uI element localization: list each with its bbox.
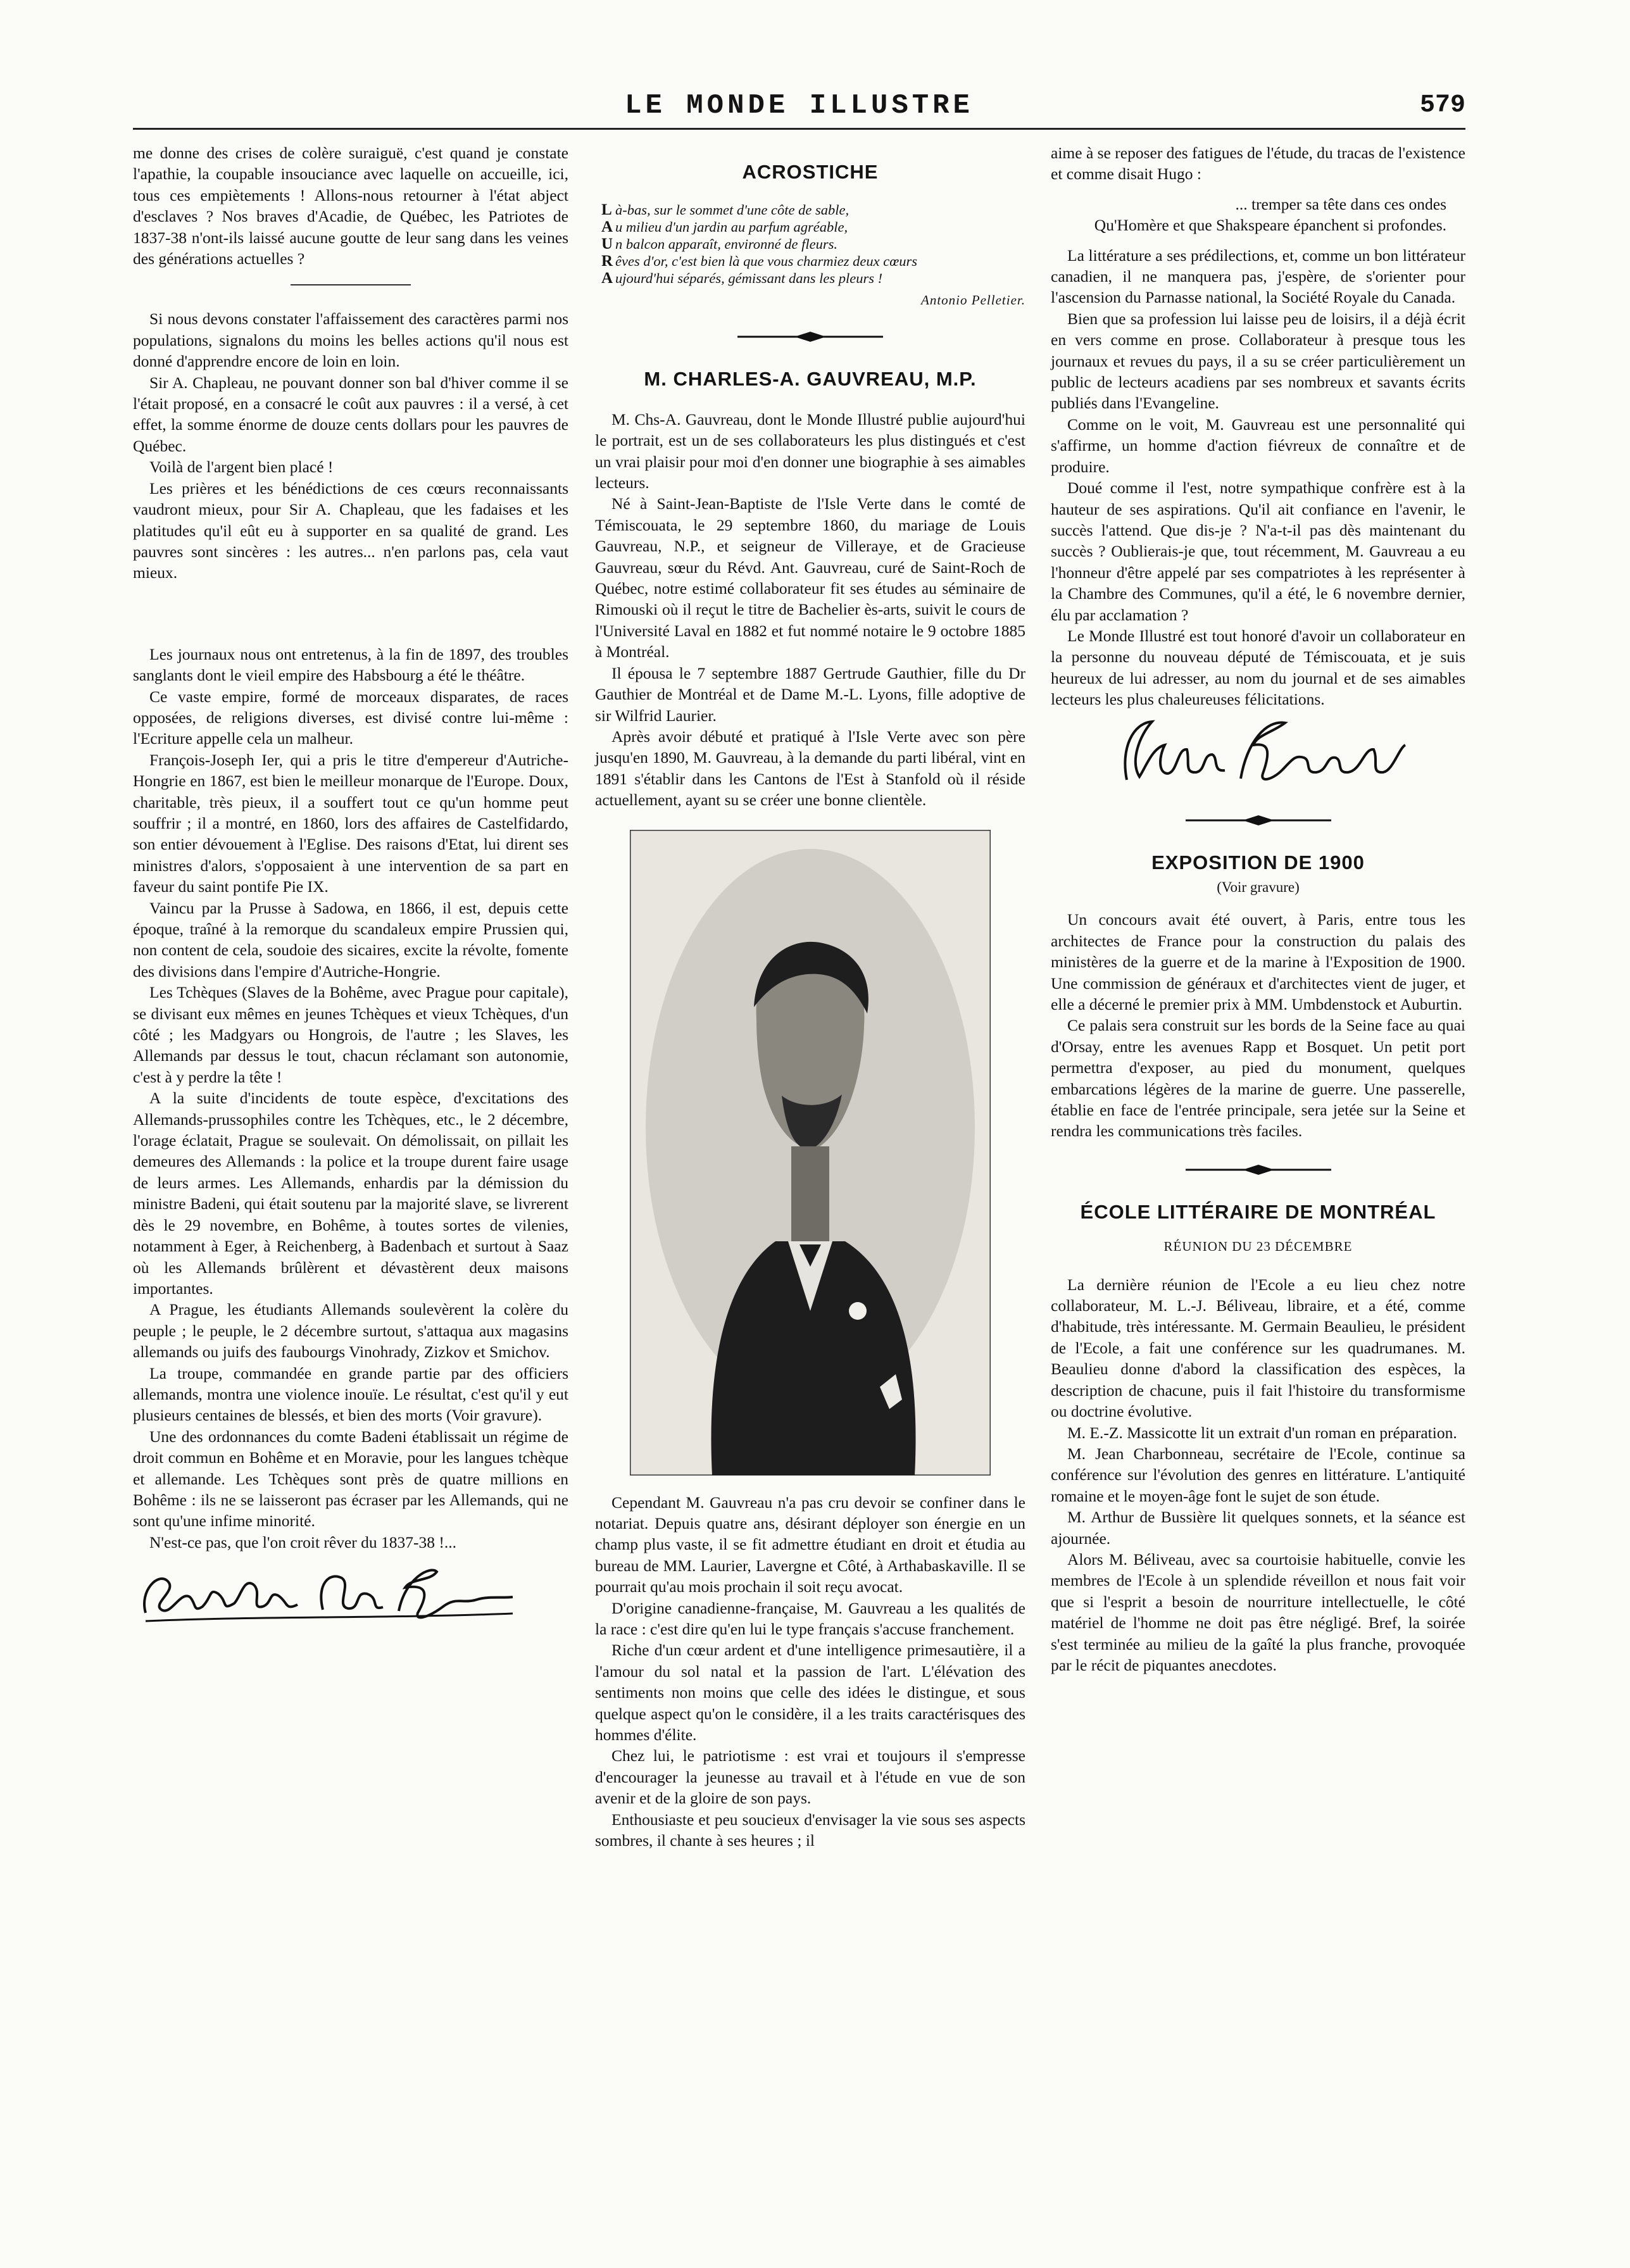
paragraph: Bien que sa profession lui laisse peu de loisirs, il a déjà écrit en vers comme en prose. Collaborateur à presque tous les journaux et revues du pays, il a su se créer particulièrement un public de lecteurs acadiens par ses nombreux et savants écrits publiés dans l'Evangeline. <box>1051 309 1465 413</box>
quote-line: Qu'Homère et que Shakspeare épanchent si profondes. <box>1094 216 1446 235</box>
paragraph: Ce vaste empire, formé de morceaux disparates, de races opposées, de religions diverses, est divisé contre lui-même : l'Ecriture appelle cela un malheur. <box>133 687 568 748</box>
paragraph: Comme on le voit, M. Gauvreau est une personnalité qui s'affirme, un homme d'action fiévreux de connaître et de produire. <box>1051 415 1465 476</box>
acrostic-letter: R <box>601 253 613 270</box>
acrostic-letter: U <box>601 235 613 253</box>
paragraph: La troupe, commandée en grande partie par des officiers allemands, montra une violence inouïe. Le résultat, c'est qu'il y eut plusieurs centaines de blessés, et bien des morts (Voir gravure). <box>133 1363 568 1425</box>
paragraph: Vaincu par la Prusse à Sadowa, en 1866, il est, depuis cette époque, traîné à la remorque du scandaleux empire Prussien qui, non content de cela, soudoie des sicaires, excite la révolte, fomente des divisions dans l'empire d'Autriche-Hongrie. <box>133 898 568 981</box>
paragraph: Chez lui, le patriotisme : est vrai et toujours il s'empresse d'encourager la jeunesse au travail et à l'étude en vue de son avenir et de la gloire de son pays. <box>595 1746 1025 1808</box>
paragraph: Une des ordonnances du comte Badeni établissait un régime de droit commun en Bohême et en Moravie, pour les langues tchèque et allemande. Les Tchèques sont près de quatre millions en Bohême : ils ne se laisseront pas écraser par les Allemands, qui ne sont qu'une infime minorité. <box>133 1427 568 1531</box>
paragraph: A la suite d'incidents de toute espèce, d'excitations des Allemands-prussophiles contre les Tchèques, etc., le 2 décembre, l'orage éclatait, Prague se soulevait. On démolissait, on pillait les demeures des Allemands : la police et la troupe durent faire usage de leurs armes. Les Allemands, enhardis par la démission du ministre Badeni, qui était soutenu par la majorité slave, se livrerent dès le 29 novembre, en Bohême, à toutes sortes de vilenies, notamment à Eger, à Reichenberg, à Badenbach et surtout à Saaz où les Allemands brûlèrent et dévastèrent deux maisons importantes. <box>133 1089 568 1298</box>
paragraph: Riche d'un cœur ardent et d'une intelligence primesautière, il a l'amour du sol natal et la passion de l'art. L'élévation des sentiments non moins que celle des idées le distingue, et sous quelque aspect qu'on le considère, il a les traits caractérisques des hommes d'élite. <box>595 1641 1025 1744</box>
ecole-title: ÉCOLE LITTÉRAIRE DE MONTRÉAL <box>1080 1200 1436 1223</box>
paragraph: Ce palais sera construit sur les bords de la Seine face au quai d'Orsay, entre les avenues Rapp et Bosquet. Un petit port permettra d'exposer, au pied du monument, quelques embarcations légères de la marine de guerre. Une passerelle, établie en face de l'entrée principale, sera jetée sur la Seine et rendra les communications très faciles. <box>1051 1016 1465 1141</box>
paragraph: Sir A. Chapleau, ne pouvant donner son bal d'hiver comme il se l'était proposé, en a consacré le coût aux pauvres : il a versé, à cet effet, la somme énorme de douze cents dollars pour les pauvres de Québec. <box>133 373 568 455</box>
paragraph: Cependant M. Gauvreau n'a pas cru devoir se confiner dans le notariat. Depuis quatre ans, désirant déployer son énergie en un champ plus vaste, il se fit admettre étudiant en droit et étudia au bureau de MM. Laurier, Lavergne et Côté, à Arthabaskaville. Il se pourrait qu'au mois prochain il soit reçu avocat. <box>595 1493 1025 1596</box>
paragraph: Après avoir débuté et pratiqué à l'Isle Verte avec son père jusqu'en 1890, M. Gauvreau, à la demande du parti libéral, vint en 1891 s'établir dans les Cantons de l'Est à Stanfold où il réside actuellement, ayant su se créer une bonne clientèle. <box>595 727 1025 810</box>
poem-line-text: à-bas, sur le sommet d'une côte de sable, <box>615 202 849 218</box>
paragraph: M. Arthur de Bussière lit quelques sonnets, et la séance est ajournée. <box>1051 1508 1465 1548</box>
paragraph: Voilà de l'argent bien placé ! <box>149 458 334 477</box>
paragraph: Enthousiaste et peu soucieux d'envisager la vie sous ses aspects sombres, il chante à ses heures ; il <box>595 1810 1025 1850</box>
paragraph: M. Chs-A. Gauvreau, dont le Monde Illustré publie aujourd'hui le portrait, est un de ses collaborateurs les plus distingués et c'est un vrai plaisir pour moi d'en donner une biographie à ses aimables lecteurs. <box>595 410 1025 492</box>
quote-line: ... tremper sa tête dans ces ondes <box>1235 194 1446 213</box>
ornament-divider <box>734 330 886 343</box>
ornament-divider <box>1182 814 1334 827</box>
paragraph: Il épousa le 7 septembre 1887 Gertrude Gauthier, fille du Dr Gauthier de Montréal et de Dame M.-L. Lyons, fille adoptive de sir Wilfrid Laurier. <box>595 663 1025 725</box>
paragraph: aime à se reposer des fatigues de l'étude, du tracas de l'existence et comme disait Hugo : <box>1051 144 1465 184</box>
acrostic-letter: A <box>601 270 613 287</box>
paragraph: M. E.-Z. Massicotte lit un extrait d'un roman en préparation. <box>1067 1423 1457 1442</box>
ecole-subtitle: RÉUNION DU 23 DÉCEMBRE <box>1163 1239 1353 1255</box>
acrostiche-poem <box>601 201 1025 309</box>
paragraph: N'est-ce pas, que l'on croit rêver du 1837-38 !... <box>149 1532 457 1551</box>
paragraph: Doué comme il l'est, notre sympathique confrère est à la hauteur de ses aspirations. Qu'il ait confiance en l'avenir, le succès l'attend. Que dis-je ? N'a-t-il pas dès maintenant du succès ? Oublierais-je que, tout récemment, M. Gauvreau a eu l'honneur d'être appelé par ses compatriotes à les représenter à la Chambre des Communes, qu'il a été, le 6 novembre dernier, élu par acclamation ? <box>1051 479 1465 624</box>
portrait-photo <box>630 830 991 1475</box>
poem-line <box>601 270 1025 287</box>
poem-line <box>601 218 1025 235</box>
newspaper-title: LE MONDE ILLUSTRE <box>625 90 974 122</box>
paragraph: Alors M. Béliveau, avec sa courtoisie habituelle, convie les membres de l'Ecole à un splendide réveillon et nous fait voir que si l'esprit a besoin de nourriture intellectuelle, le côté matériel de l'homme ne doit pas être négligé. Bref, la soirée s'est terminée au milieu de la gaîté la plus franche, provoquée par le récit de piquantes anecdotes. <box>1051 1550 1465 1674</box>
poem-author: Antonio Pelletier. <box>921 292 1025 308</box>
paragraph: Le Monde Illustré est tout honoré d'avoir un collaborateur en la personne du nouveau député de Témiscouata, et je suis heureux de lui adresser, au nom du journal et de ses aimables lecteurs les plus chaleureuses félicitations. <box>1051 626 1465 709</box>
paragraph: A Prague, les étudiants Allemands soulevèrent la colère du peuple ; le peuple, le 2 décembre surtout, s'attaqua aux magasins allemands ou juifs des faubourgs Vinohrady, Zizkov et Smichov. <box>133 1300 568 1362</box>
ornament-divider <box>1182 1163 1334 1176</box>
poem-line-text: u milieu d'un jardin au parfum agréable, <box>615 219 848 235</box>
hugo-quote <box>1051 194 1465 236</box>
paragraph: Né à Saint-Jean-Baptiste de l'Isle Verte dans le comté de Témiscouata, le 29 septembre 1860, du mariage de Louis Gauvreau, N.P., et seigneur de Villeraye, et de Gracieuse Gauvreau, sœur du Révd. Ant. Gauvreau, curé de Saint-Roch de Québec, notre estimé collaborateur fit ses études au séminaire de Rimouski où il reçut le titre de Bachelier ès-arts, suivit le cours de l'Université Laval en 1882 et fut nommé notaire le 9 octobre 1885 à Montréal. <box>595 494 1025 661</box>
page-number: 579 <box>1419 91 1465 120</box>
poem-line <box>601 201 1025 218</box>
gauvreau-title: M. CHARLES-A. GAUVREAU, M.P. <box>644 368 977 391</box>
signature-image <box>1076 710 1456 793</box>
poem-line <box>601 253 1025 270</box>
paragraph: La dernière réunion de l'Ecole a eu lieu chez notre collaborateur, M. L.-J. Béliveau, libraire, et a été, comme d'habitude, très intéressante. M. Germain Beaulieu, le président de l'Ecole, a fait une conférence sur les quadrumanes. M. Beaulieu donne d'abord la classification des espèces, la description de chacune, puis il fait l'histoire du transformisme ou doctrine évolutive. <box>1051 1275 1465 1421</box>
acrostic-letter: L <box>601 201 612 219</box>
signature-image <box>133 1553 525 1629</box>
expo-subtitle: (Voir gravure) <box>1217 879 1300 895</box>
poem-line <box>601 235 1025 253</box>
poem-line-text: êves d'or, c'est bien là que vous charmiez deux cœurs <box>615 253 918 270</box>
paragraph: me donne des crises de colère suraiguë, c'est quand je constate l'apathie, la coupable insouciance avec laquelle on accueille, ici, tous ces empiètements ! Allons-nous retourner à l'état abject d'esclaves ? Nos braves d'Acadie, de Québec, les Patriotes de 1837-38 n'ont-ils laissé aucune goutte de leur sang dans les veines des générations actuelles ? <box>133 144 568 268</box>
paragraph: Un concours avait été ouvert, à Paris, entre tous les architectes de France pour la construction du palais des ministères de la guerre et de la marine à l'Exposition de 1900. Une commission de généraux et d'architectes vient de juger, et elle a décerné le premier prix à MM. Umbdenstock et Auburtin. <box>1051 910 1465 1013</box>
paragraph: D'origine canadienne-française, M. Gauvreau a les qualités de la race : c'est dire qu'en lui le type français s'accuse franchement. <box>595 1598 1025 1638</box>
paragraph: Les Tchèques (Slaves de la Bohême, avec Prague pour capitale), se divisant eux mêmes en jeunes Tchèques et vieux Tchèques, d'un côté ; les Madgyars ou Hongrois, de l'autre ; les Slaves, les Allemands par dessus le tout, chacun réclamant son autonomie, c'est à y perdre la tête ! <box>133 983 568 1086</box>
column-left <box>133 142 568 1629</box>
paragraph: Si nous devons constater l'affaissement des caractères parmi nos populations, signalons du moins les belles actions qu'il nous est donné d'apprendre encore de loin en loin. <box>133 310 568 371</box>
poem-line-text: ujourd'hui séparés, gémissant dans les pleurs ! <box>615 270 883 287</box>
paragraph: Les prières et les bénédictions de ces cœurs reconnaissants vaudront mieux, pour Sir A. Chapleau, que les fadaises et les platitudes qu'il eût eu à supporter en sa qualité de grand. Les pauvres sont sincères : les autres... n'en parlons pas, cela vaut mieux. <box>133 479 568 582</box>
masthead <box>133 90 1465 130</box>
section-rule <box>291 284 411 285</box>
acrostiche-title: ACROSTICHE <box>742 161 879 183</box>
paragraph: M. Jean Charbonneau, secrétaire de l'Ecole, continue sa conférence sur l'évolution des genres en littérature. L'antiquité romaine et le moyen-âge font le sujet de son étude. <box>1051 1444 1465 1505</box>
paragraph: François-Joseph Ier, qui a pris le titre d'empereur d'Autriche-Hongrie en 1867, est bien le meilleur monarque de l'Europe. Doux, charitable, très pieux, il a souffert tout ce qu'un homme peut souffrir ; il a montré, en 1860, lors des affaires de Castelfidardo, son entier dévouement à l'Eglise. Des raisons d'Etat, lui dirent ses ministres d'alors, s'opposaient à une intervention de sa part en faveur du saint pontife Pie IX. <box>133 750 568 896</box>
expo-title: EXPOSITION DE 1900 <box>1151 851 1365 874</box>
acrostic-letter: A <box>601 218 613 236</box>
paragraph: Les journaux nous ont entretenus, à la fin de 1897, des troubles sanglants dont le vieil empire des Habsbourg a été le théâtre. <box>133 644 568 685</box>
column-middle <box>595 142 1025 1851</box>
paragraph: La littérature a ses prédilections, et, comme un bon littérateur canadien, il ne manquera pas, j'espère, de s'orienter pour l'ascension du Parnasse national, la Société Royale du Canada. <box>1051 246 1465 307</box>
poem-line-text: n balcon apparaît, environné de fleurs. <box>615 236 837 253</box>
column-right <box>1051 142 1465 1676</box>
